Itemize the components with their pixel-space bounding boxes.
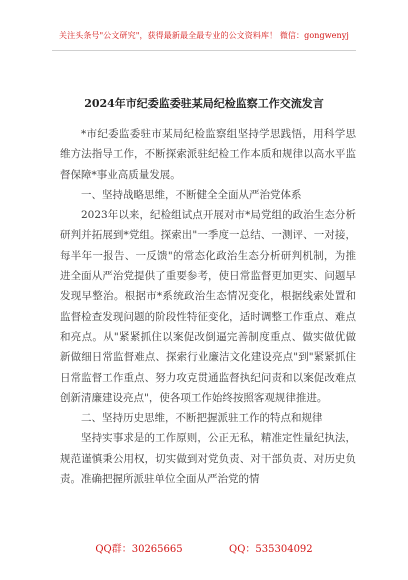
header-divider	[52, 50, 356, 51]
header-banner: 关注头条号"公文研究"，获得最新最全最专业的公文资料库！ 微信：gongwenyj	[59, 31, 349, 40]
paragraph-section-2: 坚持实事求是的工作原则，公正无私，精准定性量纪执法，规范谨慎秉公用权，切实做到对党负责、对干部负责、对历史负责。准确把握所派驻单位全面从严治党的情	[60, 432, 356, 486]
paragraph-section-1: 2023年以来，纪检组试点开展对市*局党组的政治生态分析研判并拓展到*党组。探索出"一季度一总结、一测评、一对接，每半年一报告、一反馈"的常态化政治生态分析研判机制，为推进全面从严治党提供了重要参考，使日常监督更加更实、问题早发现早整治。根据市*系统政治生态情况变化，根据线索处置和监督检查发现问题的阶段性特征变化，适时调整工作重点、难点和亮点。从"紧紧抓住以案促改倒逼完善制度重点、做实做优做新做细日常监督难点、探索行业廉洁文化建设亮点"到"紧紧抓住日常监督工作重点、努力攻克贯通监督执纪问责和以案促改难点创新清廉建设亮点"，使各项工作始终按照客观规律推进。	[60, 209, 356, 404]
qq-number: QQ：535304092	[229, 544, 313, 555]
document-body	[60, 124, 356, 489]
document-title: 2024年市纪委监委驻某局纪检监察工作交流发言	[84, 97, 324, 110]
paragraph-intro: *市纪委监委驻市某局纪检监察组坚持学思践悟，用科学思维方法指导工作，不断探索派驻纪检工作本质和规律以高水平监督保障*事业高质量发展。	[60, 128, 356, 181]
section-heading-2: 二、坚持历史思维，不断把握派驻工作的特点和规律	[81, 412, 323, 425]
section-heading-1: 一、坚持战略思维，不断健全全面从严治党体系	[81, 188, 302, 201]
qq-group-number: QQ群：30265665	[95, 544, 183, 555]
footer-contact	[0, 540, 408, 555]
